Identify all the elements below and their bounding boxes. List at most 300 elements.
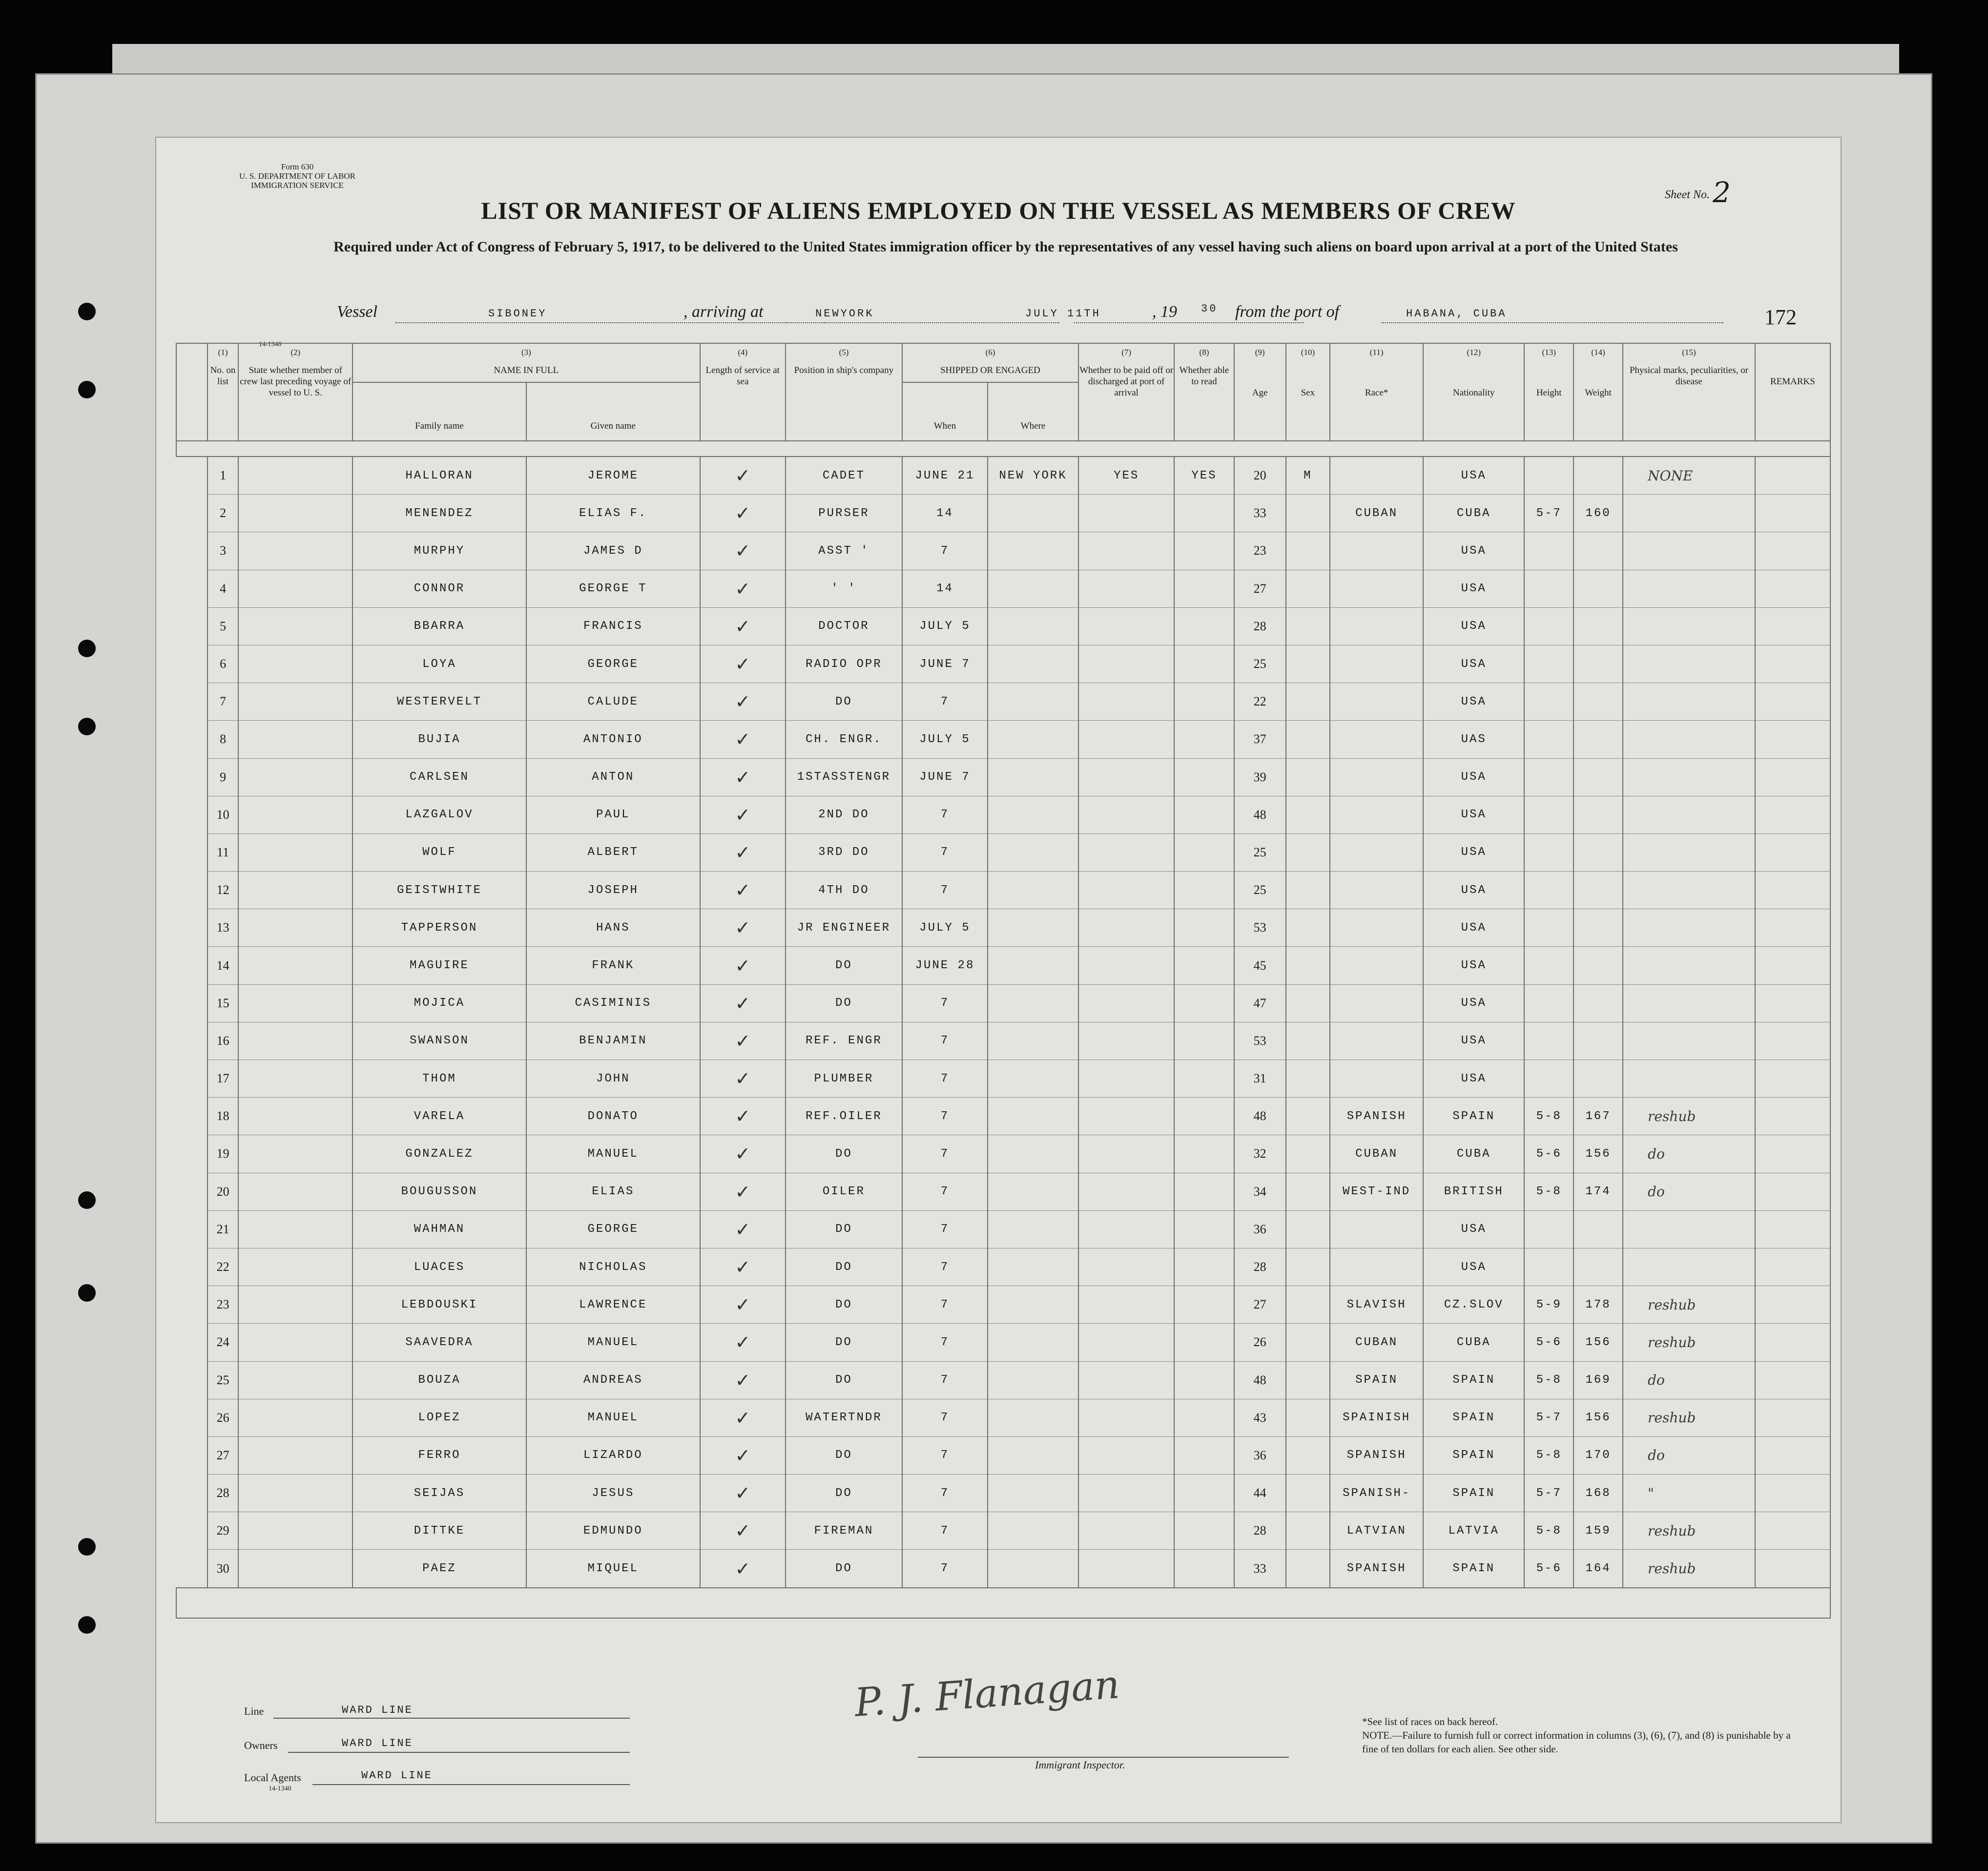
cell-paid-off (1078, 1248, 1174, 1286)
table-row (176, 1436, 1830, 1474)
cell-family-name: WAHMAN (352, 1210, 526, 1248)
table-row (176, 1361, 1830, 1399)
cell-family-name: LAZGALOV (352, 796, 526, 833)
cell-previous-voyage (238, 1324, 352, 1361)
cell-remarks (1755, 833, 1830, 871)
check-mark-icon: ✓ (735, 1369, 751, 1391)
cell-service-check (700, 1361, 786, 1399)
cell-sex (1286, 1210, 1330, 1248)
col-height: (13) Height (1524, 343, 1574, 441)
cell-race: CUBAN (1330, 1135, 1423, 1173)
cell-shipped-when: 7 (902, 1361, 988, 1399)
cell-physical-marks: reshub (1623, 1399, 1755, 1436)
cell-race (1330, 721, 1423, 758)
cell-paid-off: YES (1078, 457, 1174, 495)
check-mark-icon: ✓ (735, 1482, 751, 1504)
cell-position: OILER (786, 1173, 902, 1210)
cell-age: 48 (1234, 1361, 1286, 1399)
vessel-name: SIBONEY (488, 308, 547, 320)
cell-shipped-where (988, 495, 1078, 532)
row-margin (176, 1173, 207, 1210)
col-nationality: (12) Nationality (1423, 343, 1524, 441)
cell-remarks (1755, 1286, 1830, 1324)
cell-able-read (1174, 1324, 1234, 1361)
cell-remarks (1755, 532, 1830, 570)
cell-service-check (700, 1173, 786, 1210)
cell-able-read (1174, 947, 1234, 984)
department: U. S. DEPARTMENT OF LABOR (239, 171, 355, 181)
cell-position: 3RD DO (786, 833, 902, 871)
cell-physical-marks (1623, 1210, 1755, 1248)
cell-row-number: 10 (207, 796, 239, 833)
cell-able-read (1174, 1286, 1234, 1324)
cell-shipped-where (988, 872, 1078, 909)
cell-row-number: 15 (207, 984, 239, 1022)
cell-family-name: FERRO (352, 1436, 526, 1474)
cell-sex (1286, 721, 1330, 758)
cell-position: PLUMBER (786, 1060, 902, 1098)
cell-given-name: ELIAS (526, 1173, 700, 1210)
cell-row-number: 27 (207, 1436, 239, 1474)
check-mark-icon: ✓ (735, 728, 751, 750)
cell-paid-off (1078, 683, 1174, 721)
cell-physical-marks (1623, 833, 1755, 871)
cell-previous-voyage (238, 1436, 352, 1474)
cell-weight: 169 (1574, 1361, 1623, 1399)
cell-nationality: USA (1423, 683, 1524, 721)
cell-height (1524, 570, 1574, 607)
cell-given-name: JEROME (526, 457, 700, 495)
cell-nationality: USA (1423, 872, 1524, 909)
row-margin (176, 570, 207, 607)
page-number: 172 (1764, 305, 1797, 329)
cell-position: DO (786, 1475, 902, 1512)
cell-race (1330, 607, 1423, 645)
cell-sex (1286, 1173, 1330, 1210)
cell-physical-marks: reshub (1623, 1286, 1755, 1324)
cell-able-read (1174, 1399, 1234, 1436)
table-row (176, 721, 1830, 758)
cell-nationality: USA (1423, 984, 1524, 1022)
date-dots (1074, 322, 1304, 323)
table-row (176, 570, 1830, 607)
cell-race: SPANISH- (1330, 1475, 1423, 1512)
cell-family-name: CONNOR (352, 570, 526, 607)
table-row (176, 1022, 1830, 1060)
cell-service-check (700, 532, 786, 570)
table-row (176, 1286, 1830, 1324)
cell-previous-voyage (238, 1475, 352, 1512)
cell-remarks (1755, 1324, 1830, 1361)
cell-position: REF.OILER (786, 1098, 902, 1135)
col-remarks: REMARKS (1755, 343, 1830, 441)
row-margin (176, 758, 207, 796)
cell-row-number: 3 (207, 532, 239, 570)
cell-paid-off (1078, 1135, 1174, 1173)
cell-sex (1286, 758, 1330, 796)
cell-race (1330, 909, 1423, 947)
footnote-penalty: NOTE.—Failure to furnish full or correct information in columns (3), (6), (7), and (8) is punishable by a fine of ten dollars for each alien. See other side. (1362, 1729, 1791, 1755)
cell-shipped-where (988, 758, 1078, 796)
table-row (176, 1173, 1830, 1210)
cell-row-number: 17 (207, 1060, 239, 1098)
cell-nationality: USA (1423, 1248, 1524, 1286)
cell-shipped-where (988, 909, 1078, 947)
cell-nationality: USA (1423, 758, 1524, 796)
table-spacer (176, 441, 1830, 457)
cell-position: DO (786, 1135, 902, 1173)
cell-remarks (1755, 570, 1830, 607)
cell-able-read (1174, 1022, 1234, 1060)
cell-height (1524, 645, 1574, 683)
cell-position: 1STASSTENGR (786, 758, 902, 796)
cell-race: CUBAN (1330, 495, 1423, 532)
cell-service-check (700, 1060, 786, 1098)
cell-position: 2ND DO (786, 796, 902, 833)
check-mark-icon: ✓ (735, 1331, 751, 1353)
cell-shipped-where (988, 1210, 1078, 1248)
cell-weight (1574, 1210, 1623, 1248)
cell-age: 25 (1234, 833, 1286, 871)
table-row (176, 607, 1830, 645)
cell-age: 28 (1234, 607, 1286, 645)
cell-family-name: BUJIA (352, 721, 526, 758)
table-end-row (176, 1588, 1830, 1618)
cell-shipped-when: 7 (902, 1399, 988, 1436)
cell-service-check (700, 1324, 786, 1361)
row-margin (176, 1361, 207, 1399)
cell-previous-voyage (238, 1135, 352, 1173)
table-row (176, 1475, 1830, 1512)
cell-paid-off (1078, 1286, 1174, 1324)
cell-family-name: SAAVEDRA (352, 1324, 526, 1361)
col-sex: (10) Sex (1286, 343, 1330, 441)
cell-age: 28 (1234, 1512, 1286, 1550)
cell-row-number: 4 (207, 570, 239, 607)
cell-race (1330, 1060, 1423, 1098)
cell-paid-off (1078, 796, 1174, 833)
cell-race (1330, 645, 1423, 683)
cell-previous-voyage (238, 457, 352, 495)
cell-shipped-where (988, 645, 1078, 683)
cell-service-check (700, 833, 786, 871)
cell-service-check (700, 721, 786, 758)
cell-physical-marks: do (1623, 1135, 1755, 1173)
cell-sex (1286, 1475, 1330, 1512)
cell-height: 5-8 (1524, 1098, 1574, 1135)
col-physical-marks: (15) Physical marks, peculiarities, or disease (1623, 343, 1755, 441)
footnote (1362, 1715, 1802, 1756)
check-mark-icon: ✓ (735, 502, 751, 524)
cell-family-name: GEISTWHITE (352, 872, 526, 909)
footnote-races: *See list of races on back hereof. (1362, 1716, 1498, 1727)
line-underline (273, 1718, 630, 1719)
signature-underline (918, 1757, 1289, 1758)
cell-weight (1574, 457, 1623, 495)
cell-sex (1286, 1060, 1330, 1098)
cell-age: 36 (1234, 1436, 1286, 1474)
cell-weight: 159 (1574, 1512, 1623, 1550)
cell-previous-voyage (238, 1022, 352, 1060)
cell-nationality: USA (1423, 1060, 1524, 1098)
cell-remarks (1755, 1248, 1830, 1286)
cell-previous-voyage (238, 909, 352, 947)
cell-shipped-where (988, 1512, 1078, 1550)
cell-shipped-when: 7 (902, 1436, 988, 1474)
cell-weight (1574, 645, 1623, 683)
cell-paid-off (1078, 721, 1174, 758)
cell-remarks (1755, 607, 1830, 645)
col-no-on-list: (1) No. on list (207, 343, 239, 441)
cell-weight: 156 (1574, 1324, 1623, 1361)
cell-able-read (1174, 495, 1234, 532)
table-row (176, 1399, 1830, 1436)
cell-nationality: CUBA (1423, 1324, 1524, 1361)
cell-sex (1286, 645, 1330, 683)
cell-nationality: SPAIN (1423, 1436, 1524, 1474)
cell-shipped-where (988, 796, 1078, 833)
check-mark-icon: ✓ (735, 1256, 751, 1278)
cell-shipped-where (988, 1361, 1078, 1399)
cell-race: SPAINISH (1330, 1399, 1423, 1436)
year-value: 30 (1201, 303, 1218, 315)
cell-physical-marks (1623, 495, 1755, 532)
port-dots (1382, 322, 1723, 323)
cell-weight (1574, 984, 1623, 1022)
table-row (176, 909, 1830, 947)
row-margin (176, 1248, 207, 1286)
cell-shipped-when: JUNE 7 (902, 645, 988, 683)
cell-age: 33 (1234, 1550, 1286, 1588)
cell-sex (1286, 570, 1330, 607)
cell-weight (1574, 947, 1623, 984)
cell-family-name: BOUGUSSON (352, 1173, 526, 1210)
arrival-date: JULY 11TH (1025, 308, 1101, 320)
cell-paid-off (1078, 532, 1174, 570)
cell-age: 43 (1234, 1399, 1286, 1436)
cell-remarks (1755, 1135, 1830, 1173)
form-code: 14-1340 (259, 341, 282, 348)
cell-previous-voyage (238, 1210, 352, 1248)
row-margin (176, 1022, 207, 1060)
row-margin (176, 1324, 207, 1361)
cell-able-read (1174, 1361, 1234, 1399)
cell-race (1330, 758, 1423, 796)
table-row (176, 495, 1830, 532)
cell-weight: 168 (1574, 1475, 1623, 1512)
cell-physical-marks (1623, 1248, 1755, 1286)
cell-given-name: ANDREAS (526, 1361, 700, 1399)
cell-service-check (700, 683, 786, 721)
cell-weight: 174 (1574, 1173, 1623, 1210)
cell-remarks (1755, 1022, 1830, 1060)
cell-height (1524, 607, 1574, 645)
cell-nationality: SPAIN (1423, 1361, 1524, 1399)
check-mark-icon: ✓ (735, 1218, 751, 1240)
cell-height (1524, 758, 1574, 796)
cell-remarks (1755, 721, 1830, 758)
cell-given-name: MANUEL (526, 1399, 700, 1436)
cell-shipped-where (988, 947, 1078, 984)
cell-service-check (700, 645, 786, 683)
cell-family-name: VARELA (352, 1098, 526, 1135)
cell-previous-voyage (238, 1060, 352, 1098)
cell-age: 25 (1234, 872, 1286, 909)
cell-shipped-where (988, 1286, 1078, 1324)
cell-given-name: PAUL (526, 796, 700, 833)
cell-sex (1286, 1286, 1330, 1324)
inspector-label: Immigrant Inspector. (1035, 1759, 1125, 1771)
cell-paid-off (1078, 1210, 1174, 1248)
cell-paid-off (1078, 1361, 1174, 1399)
cell-race (1330, 1248, 1423, 1286)
cell-given-name: GEORGE T (526, 570, 700, 607)
row-margin (176, 872, 207, 909)
cell-sex (1286, 947, 1330, 984)
cell-nationality: USA (1423, 570, 1524, 607)
check-mark-icon: ✓ (735, 691, 751, 713)
cell-given-name: DONATO (526, 1098, 700, 1135)
row-margin (176, 721, 207, 758)
cell-shipped-when: JUNE 28 (902, 947, 988, 984)
cell-previous-voyage (238, 683, 352, 721)
col-when: When (902, 382, 988, 441)
cell-shipped-when: 7 (902, 1135, 988, 1173)
cell-nationality: LATVIA (1423, 1512, 1524, 1550)
cell-shipped-when: 7 (902, 833, 988, 871)
cell-sex (1286, 909, 1330, 947)
cell-paid-off (1078, 1512, 1174, 1550)
cell-shipped-where (988, 1399, 1078, 1436)
cell-height (1524, 796, 1574, 833)
cell-position: DO (786, 1210, 902, 1248)
cell-given-name: BENJAMIN (526, 1022, 700, 1060)
cell-physical-marks (1623, 645, 1755, 683)
cell-family-name: LEBDOUSKI (352, 1286, 526, 1324)
cell-height (1524, 872, 1574, 909)
cell-family-name: SEIJAS (352, 1475, 526, 1512)
cell-service-check (700, 570, 786, 607)
cell-previous-voyage (238, 645, 352, 683)
check-mark-icon: ✓ (735, 578, 751, 600)
check-mark-icon: ✓ (735, 992, 751, 1014)
cell-previous-voyage (238, 721, 352, 758)
cell-sex (1286, 1361, 1330, 1399)
cell-row-number: 18 (207, 1098, 239, 1135)
cell-previous-voyage (238, 758, 352, 796)
cell-physical-marks: reshub (1623, 1098, 1755, 1135)
table-row (176, 645, 1830, 683)
crew-rows (176, 457, 1830, 1588)
cell-weight (1574, 1022, 1623, 1060)
cell-service-check (700, 1475, 786, 1512)
cell-physical-marks (1623, 683, 1755, 721)
cell-given-name: CALUDE (526, 683, 700, 721)
cell-family-name: BBARRA (352, 607, 526, 645)
cell-nationality: USA (1423, 532, 1524, 570)
cell-service-check (700, 796, 786, 833)
col-margin (176, 343, 207, 441)
cell-row-number: 21 (207, 1210, 239, 1248)
cell-weight: 170 (1574, 1436, 1623, 1474)
cell-position: CH. ENGR. (786, 721, 902, 758)
cell-sex (1286, 796, 1330, 833)
cell-given-name: FRANCIS (526, 607, 700, 645)
cell-physical-marks (1623, 872, 1755, 909)
cell-service-check (700, 984, 786, 1022)
cell-remarks (1755, 1210, 1830, 1248)
cell-physical-marks (1623, 909, 1755, 947)
cell-race (1330, 984, 1423, 1022)
cell-able-read (1174, 1210, 1234, 1248)
cell-height: 5-6 (1524, 1135, 1574, 1173)
cell-row-number: 8 (207, 721, 239, 758)
cell-shipped-where (988, 984, 1078, 1022)
cell-height (1524, 1210, 1574, 1248)
cell-paid-off (1078, 1550, 1174, 1588)
cell-weight (1574, 607, 1623, 645)
cell-shipped-when: 14 (902, 570, 988, 607)
cell-race (1330, 1210, 1423, 1248)
manifest-sheet (155, 137, 1842, 1823)
cell-position: FIREMAN (786, 1512, 902, 1550)
cell-height (1524, 1248, 1574, 1286)
cell-given-name: GEORGE (526, 645, 700, 683)
check-mark-icon: ✓ (735, 766, 751, 788)
row-margin (176, 495, 207, 532)
cell-service-check (700, 495, 786, 532)
form-number: Form 630 (281, 162, 314, 171)
cell-age: 47 (1234, 984, 1286, 1022)
cell-age: 25 (1234, 645, 1286, 683)
row-margin (176, 909, 207, 947)
row-margin (176, 833, 207, 871)
check-mark-icon: ✓ (735, 1294, 751, 1316)
cell-sex (1286, 1436, 1330, 1474)
cell-age: 32 (1234, 1135, 1286, 1173)
cell-previous-voyage (238, 570, 352, 607)
cell-previous-voyage (238, 1286, 352, 1324)
cell-race (1330, 796, 1423, 833)
cell-previous-voyage (238, 1550, 352, 1588)
cell-shipped-where (988, 532, 1078, 570)
cell-physical-marks: " (1623, 1475, 1755, 1512)
cell-physical-marks: reshub (1623, 1550, 1755, 1588)
cell-physical-marks: reshub (1623, 1512, 1755, 1550)
check-mark-icon: ✓ (735, 1444, 751, 1466)
cell-remarks (1755, 872, 1830, 909)
cell-sex (1286, 532, 1330, 570)
cell-position: WATERTNDR (786, 1399, 902, 1436)
cell-weight: 156 (1574, 1399, 1623, 1436)
cell-able-read (1174, 645, 1234, 683)
cell-service-check (700, 1248, 786, 1286)
cell-shipped-where (988, 1248, 1078, 1286)
cell-able-read (1174, 532, 1234, 570)
cell-shipped-when: 7 (902, 1248, 988, 1286)
cell-given-name: HANS (526, 909, 700, 947)
agents-code: 14-1340 (269, 1785, 291, 1792)
col-age: (9) Age (1234, 343, 1286, 441)
cell-height: 5-8 (1524, 1361, 1574, 1399)
cell-paid-off (1078, 495, 1174, 532)
vessel-line (156, 303, 1841, 332)
arriving-label: , arriving at (683, 303, 764, 321)
cell-position: ' ' (786, 570, 902, 607)
cell-shipped-when: 7 (902, 1475, 988, 1512)
cell-weight (1574, 1248, 1623, 1286)
cell-row-number: 5 (207, 607, 239, 645)
